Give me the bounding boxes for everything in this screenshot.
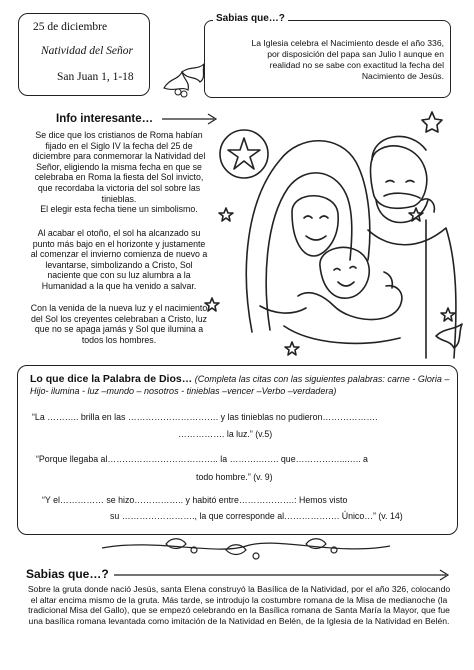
text-line: celebraba en Roma la fiesta del Sol invicto, (34, 172, 204, 183)
quote-2-line-2[interactable]: todo hombre.” (v. 9) (196, 472, 273, 482)
text-line: que no se apaga jamás y Sol que ilumina a (34, 324, 204, 335)
sabias-que-text (213, 38, 444, 82)
text-line: realidad no se sabe con exactitud la fecha del (269, 60, 444, 70)
text-line: que recordaba la victoria del sol sobre las (37, 182, 201, 193)
sabias-que-box-top (204, 13, 451, 98)
text-line: Al acabar el otoño, el sol ha alcanzado su (37, 228, 201, 238)
sabias-que-bottom-text: Sobre la gruta donde nació Jesús, santa Elena construyó la Basílica de la Natividad, por el año 326, colocando el altar encima mismo de la gruta. Más tarde, se introdujo la costumbre romana de la Misa de medianoche (la tradicional Misa del Gallo), que se empezó celebrando en la Basílica romana de Santa María la Mayor, que fue una basílica romana levantada como imitación de la Natividad en Belén, de la Iglesia de la Natividad en Belén. (27, 584, 451, 626)
holly-divider-icon (96, 534, 396, 564)
quote-3-line-2[interactable]: su ……………………., la que corresponde al………………. Único…” (v. 14) (110, 511, 403, 521)
holly-icon (160, 58, 208, 98)
text-line: Nacimiento de Jesús. (361, 71, 444, 81)
text-line: diciembre para conmemorar la Natividad del (32, 151, 206, 162)
text-line: Señor, eligiendo la misma fecha en que se (36, 161, 202, 172)
text-line: naciente que con su luz alumbra a la (47, 270, 191, 281)
text-line: La Iglesia celebra el Nacimiento desde el año 336, (251, 38, 444, 48)
feast-date: 25 de diciembre (33, 21, 108, 33)
palabra-de-dios-box (17, 365, 458, 535)
info-paragraph-1 (14, 130, 224, 215)
text-line: El elegir esta fecha tiene un simbolismo. (40, 204, 198, 215)
quote-2-line-1[interactable]: “Porque llegaba al……………………………….. la ……….……. que……………...….. a (36, 454, 368, 464)
arrow-line-icon (112, 568, 452, 582)
text-line: levantarse, simbolizando a Cristo, Sol (45, 259, 193, 270)
text-line: punto más bajo en el horizonte y justamente (32, 238, 206, 249)
palabra-title: Lo que dice la Palabra de Dios… (30, 373, 193, 385)
info-title: Info interesante… (56, 113, 154, 125)
quote-1-line-2[interactable]: ……………. la luz.” (v.5) (178, 429, 273, 439)
text-line: fijado en el Siglo IV la fecha del 25 de (45, 140, 193, 151)
info-paragraph-2 (14, 228, 224, 292)
date-box (18, 13, 150, 96)
quote-1-line-1[interactable]: “La ……….. brilla en las …………………………. y las tinieblas no pudieron………………. (32, 412, 378, 422)
palabra-instructions: (Completa las citas con las siguientes palabras: carne - Gloria – Hijo- ilumina - luz –mundo – nosotros - tinieblas –vencer –Verbo –verdadera) (30, 374, 450, 396)
text-line: todos los hombres. (81, 334, 157, 345)
sabias-que-label: Sabias que…? (213, 13, 288, 24)
holy-family-illustration (200, 100, 468, 362)
text-line: del Sol los creyentes celebraban a Cristo, luz (30, 313, 208, 324)
palabra-header (30, 374, 450, 397)
sabias-que-bottom-title: Sabias que…? (26, 567, 109, 581)
quote-3-line-1[interactable]: “Y el…………… se hizo…………….. y habitó entre……………….: Hemos visto (42, 495, 348, 505)
gospel-citation: San Juan 1, 1-18 (57, 71, 134, 83)
text-line: tinieblas. (101, 193, 137, 204)
text-line: Se dice que los cristianos de Roma habían (35, 130, 203, 140)
info-paragraph-3 (14, 303, 224, 345)
text-line: Humanidad a la que ha venido a salvar. (41, 280, 197, 291)
text-line: Con la venida de la nueva luz y el nacimiento (30, 303, 208, 313)
text-line: por disposición del papa san Julio I aunque en (267, 49, 444, 59)
feast-title: Natividad del Señor (41, 45, 133, 57)
text-line: al comenzar el invierno comienza de nuevo a (30, 249, 208, 260)
